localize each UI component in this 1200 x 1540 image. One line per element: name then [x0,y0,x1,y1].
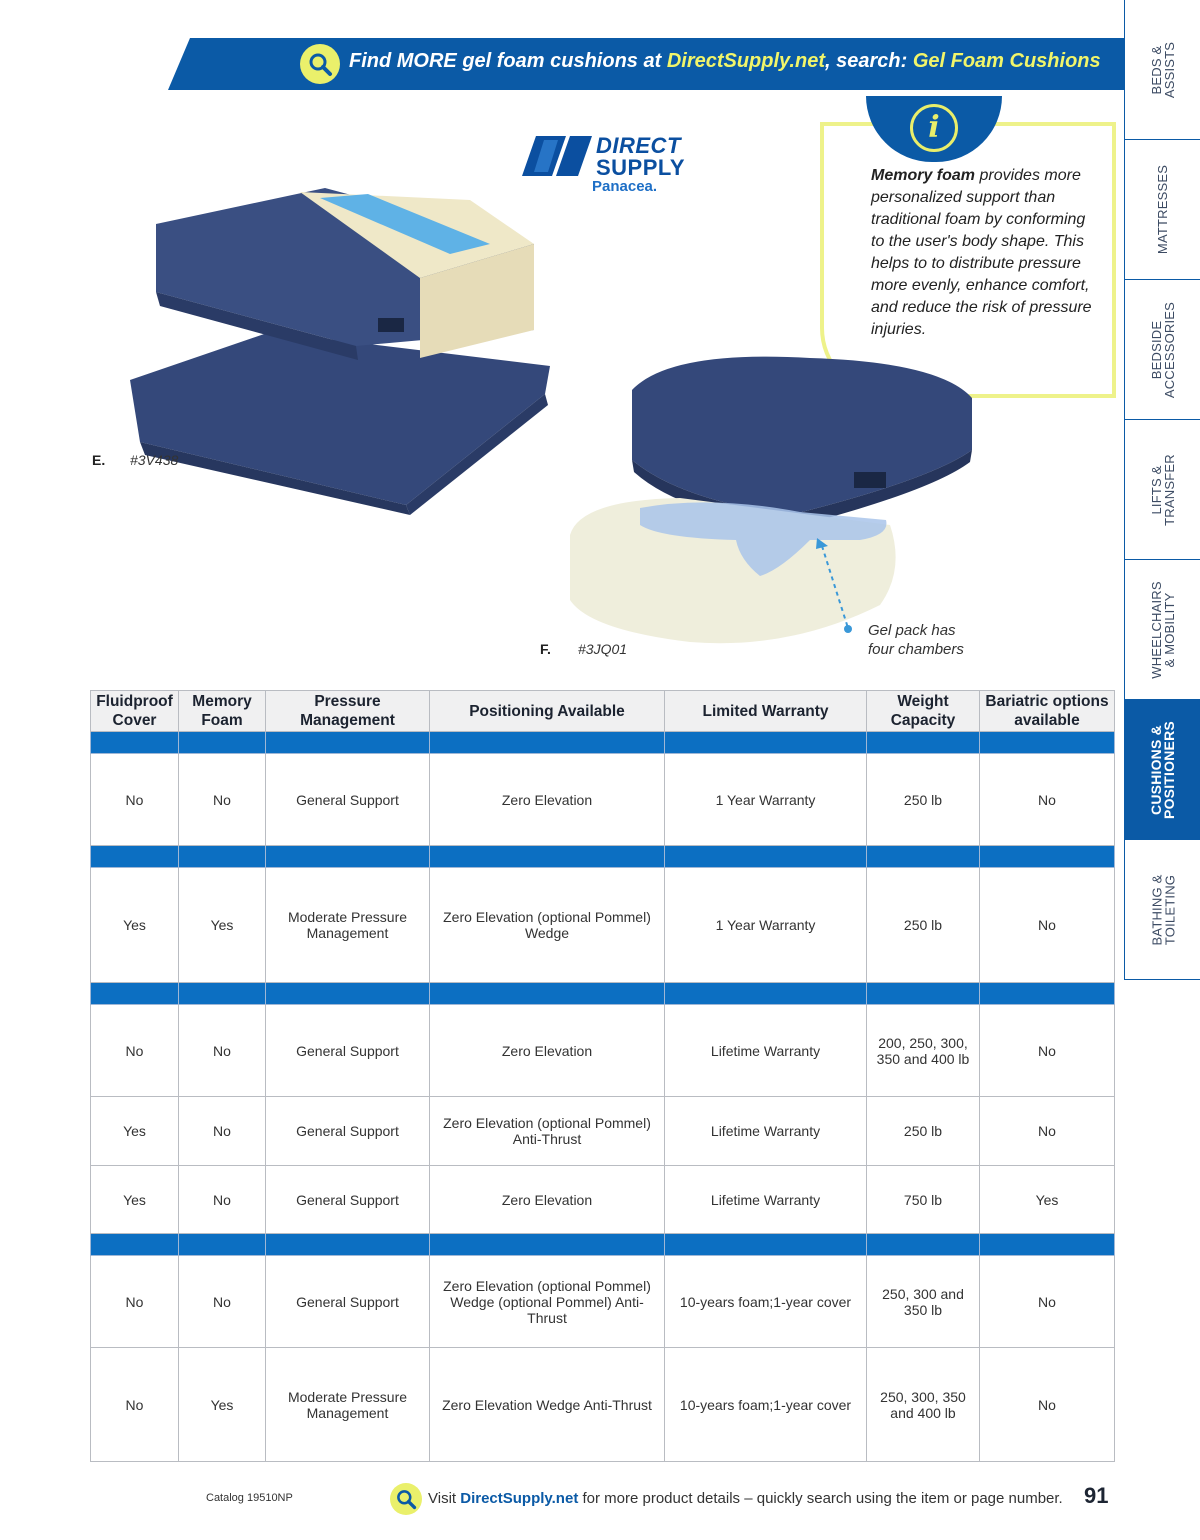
table-cell: General Support [266,1097,430,1166]
table-cell: General Support [266,1005,430,1097]
col-bariatric-options: Bariatric options available [980,691,1115,732]
tab-beds-assists[interactable] [1125,0,1200,140]
banner-text [349,50,1101,73]
table-cell: 750 lb [867,1166,980,1234]
table-band-row [91,1234,1115,1256]
banner-search-query[interactable]: Gel Foam Cushions [912,50,1101,72]
table-cell: General Support [266,754,430,846]
col-limited-warranty: Limited Warranty [665,691,867,732]
table-cell: No [980,1256,1115,1348]
table-row [91,1256,1115,1348]
footer-visit: Visit [428,1490,461,1507]
info-icon: i [910,104,958,152]
table-cell: No [980,754,1115,846]
table-cell: No [91,1256,179,1348]
table-row [91,1005,1115,1097]
footer-rest: for more product details – quickly search using the item or page number. [578,1490,1063,1507]
tab-label: BEDS & ASSISTS [1149,41,1177,98]
spec-table [90,690,1115,1462]
table-cell: No [179,754,266,846]
section-tabs [1124,0,1200,980]
table-cell: 10-years foam;1-year cover [665,1256,867,1348]
table-cell: General Support [266,1166,430,1234]
table-cell: No [179,1097,266,1166]
table-cell: 1 Year Warranty [665,868,867,983]
table-cell: Lifetime Warranty [665,1166,867,1234]
table-cell: Zero Elevation [430,1005,665,1097]
table-cell: No [980,1348,1115,1462]
table-cell: Zero Elevation [430,1166,665,1234]
callout-line-1: Gel pack has [868,622,956,639]
catalog-number: Catalog 19510NP [206,1492,293,1504]
table-row [91,1348,1115,1462]
tab-bedside-accessories[interactable] [1125,280,1200,420]
logo-word-panacea: Panacea. [592,178,658,195]
tab-label: WHEELCHAIRS & MOBILITY [1149,580,1177,679]
table-cell: No [179,1166,266,1234]
tab-label: BEDSIDE ACCESSORIES [1149,301,1177,398]
table-cell: Yes [91,1097,179,1166]
gel-pack-callout [868,621,964,659]
table-cell: No [91,1005,179,1097]
logo-word-supply: SUPPLY [596,155,686,180]
table-cell: 250 lb [867,754,980,846]
table-cell: Zero Elevation (optional Pommel) Anti-Thrust [430,1097,665,1166]
info-body: provides more personalized support than traditional foam by conforming to the user's body shape. This helps to to distribute pressure more evenly, enhance comfort, and reduce the risk of pressure injuries. [871,167,1092,338]
info-bold: Memory foam [871,167,976,184]
table-row [91,754,1115,846]
table-cell: No [179,1256,266,1348]
table-cell: No [179,1005,266,1097]
table-cell: 250, 300 and 350 lb [867,1256,980,1348]
table-cell: No [91,754,179,846]
col-positioning-available: Positioning Available [430,691,665,732]
table-cell: 1 Year Warranty [665,754,867,846]
table-band-row [91,983,1115,1005]
table-cell: No [91,1348,179,1462]
table-cell: Moderate Pressure Management [266,868,430,983]
tab-lifts-transfer[interactable] [1125,420,1200,560]
table-row [91,1166,1115,1234]
table-band-row [91,732,1115,754]
footer-site-link[interactable]: DirectSupply.net [460,1490,579,1507]
logo-word-direct: DIRECT [596,133,681,158]
cushion-e-image [120,180,560,520]
table-cell: Zero Elevation (optional Pommel) Wedge [430,868,665,983]
tab-wheelchairs-mobility[interactable] [1125,560,1200,700]
page-number: 91 [1084,1483,1109,1508]
table-row [91,1097,1115,1166]
tab-mattresses[interactable] [1125,140,1200,280]
col-weight-capacity: Weight Capacity [867,691,980,732]
cushion-f-image [560,350,980,650]
tab-label: LIFTS & TRANSFER [1148,453,1177,526]
table-cell: No [980,1005,1115,1097]
table-row [91,868,1115,983]
tab-label: MATTRESSES [1155,164,1171,255]
table-cell: Zero Elevation Wedge Anti-Thrust [430,1348,665,1462]
table-cell: Moderate Pressure Management [266,1348,430,1462]
item-e-label: E. [92,452,106,468]
footer-text [428,1490,1063,1507]
table-cell: Yes [980,1166,1115,1234]
table-cell: 250, 300, 350 and 400 lb [867,1348,980,1462]
table-cell: 10-years foam;1-year cover [665,1348,867,1462]
table-cell: Lifetime Warranty [665,1097,867,1166]
table-cell: No [980,1097,1115,1166]
table-cell: Yes [91,868,179,983]
table-cell: Yes [91,1166,179,1234]
tab-label: BATHING & TOILETING [1149,874,1177,945]
col-pressure-management: Pressure Management [266,691,430,732]
item-f-number: #3JQ01 [578,641,628,657]
table-header-row [91,691,1115,732]
banner-site-link[interactable]: DirectSupply.net [666,50,825,72]
col-fluidproof-cover: Fluidproof Cover [91,691,179,732]
tab-label: CUSHIONS & POSITIONERS [1148,720,1178,819]
callout-line-2: four chambers [868,641,964,658]
item-f-label: F. [540,641,551,657]
info-text [871,165,1097,341]
table-cell: Zero Elevation [430,754,665,846]
tab-bathing-toileting[interactable] [1125,840,1200,980]
table-cell: Yes [179,868,266,983]
table-cell: Yes [179,1348,266,1462]
tab-cushions-positioners[interactable] [1125,700,1200,840]
col-memory-foam: Memory Foam [179,691,266,732]
table-cell: 250 lb [867,1097,980,1166]
footer-search-icon[interactable] [390,1483,422,1515]
table-cell: Zero Elevation (optional Pommel) Wedge (optional Pommel) Anti-Thrust [430,1256,665,1348]
search-icon[interactable] [300,44,340,84]
table-cell: 200, 250, 300, 350 and 400 lb [867,1005,980,1097]
item-e-number: #3V438 [130,452,179,468]
table-cell: General Support [266,1256,430,1348]
table-cell: No [980,868,1115,983]
table-band-row [91,846,1115,868]
banner-prefix: Find MORE gel foam cushions at [349,50,667,72]
banner-middle: , search: [825,50,913,72]
table-cell: 250 lb [867,868,980,983]
table-cell: Lifetime Warranty [665,1005,867,1097]
